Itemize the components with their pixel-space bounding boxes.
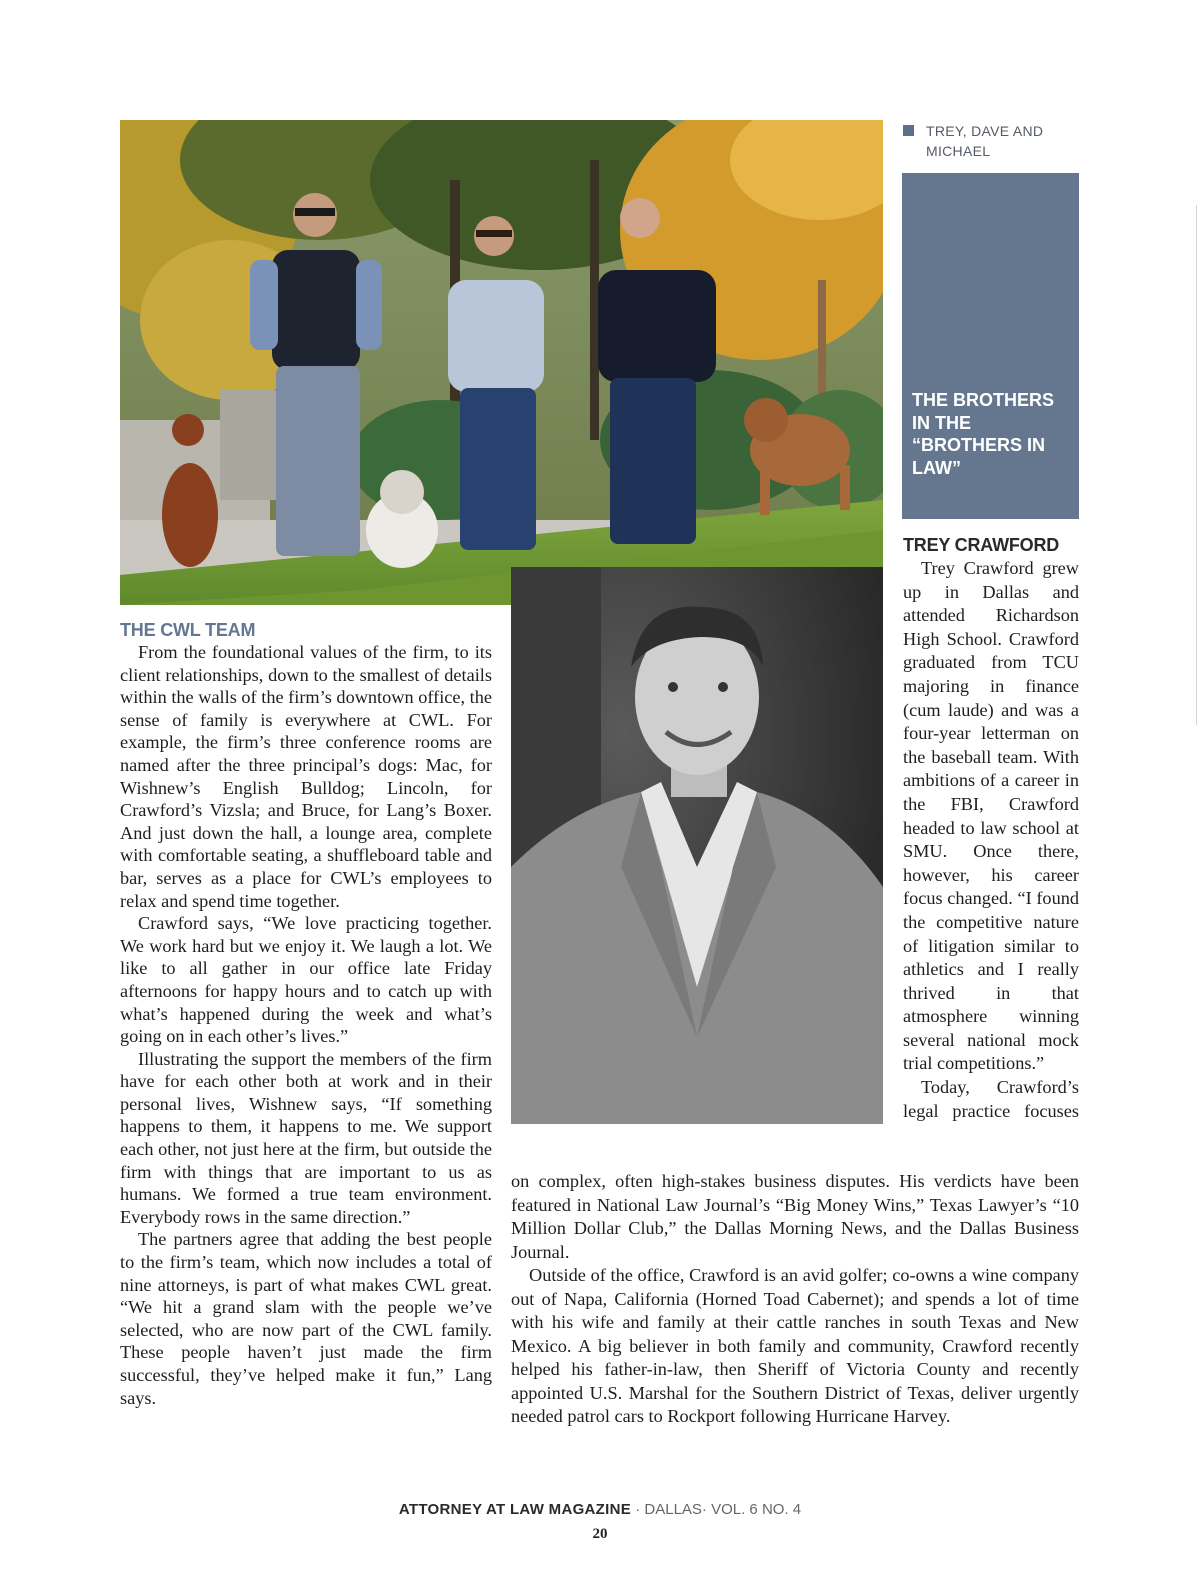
paragraph: Today, Crawford’s legal practice focuses xyxy=(903,1077,1079,1121)
pull-quote-box xyxy=(902,173,1079,519)
pull-quote-text: THE BROTHERS IN THE “BROTHERS IN LAW” xyxy=(912,390,1055,478)
portrait-photo xyxy=(511,567,883,1124)
paragraph: Crawford says, “We love practicing together. We work hard but we enjoy it. We laugh a lot. We like to all gather in our office late Friday afternoons for happy hours and to catch up with what’s happened during the week and what’s going on in each other’s lives.” xyxy=(120,913,492,1047)
paragraph: The partners agree that adding the best people to the firm’s team, which now includes a total of nine attorneys, is part of what makes CWL great. “We hit a grand slam with the people we’ve selected, who are now part of the CWL family. These people haven’t just made the firm successful, they’ve helped make it fun,” Lang says. xyxy=(120,1229,492,1408)
section-heading-trey-crawford: TREY CRAWFORD xyxy=(903,535,1060,555)
paragraph: Illustrating the support the members of the firm have for each other both at work and in their personal lives, Wishnew says, “If something happens to them, it happens to me. We support each other, not just here at the firm, but outside the firm with things that are important to us as humans. We formed a true team environment. Everybody rows in the same direction.” xyxy=(120,1048,492,1227)
page-edge-divider xyxy=(1196,205,1197,725)
paragraph: From the foundational values of the firm, to its client relationships, down to the smallest of details within the walls of the firm’s downtown office, the sense of family is everywhere at CWL. For example, the firm’s three conference rooms are named after the three principal’s dogs: Mac, for Wishnew’s English Bulldog; Lincoln, for Crawford’s Vizsla; and Bruce, for Lang’s Boxer. And just down the hall, a lounge area, complete with comfortable seating, a shuffleboard table and bar, serves as a place for CWL’s employees to relax and spend time together. xyxy=(120,642,492,911)
magazine-title: ATTORNEY AT LAW MAGAZINE xyxy=(398,1501,632,1518)
group-photo xyxy=(120,120,883,605)
paragraph: Trey Crawford grew up in Dallas and attended Richardson High School. Crawford graduated from TCU majoring in finance (cum laude) and was a four-year letterman on the baseball team. With ambitions of a career in the FBI, Crawford headed to law school at SMU. Once there, however, his career focus changed. “I found the competitive nature of litigation similar to athletics and I really thrived in that atmosphere winning several national mock trial competitions.” xyxy=(903,558,1079,1074)
bottom-article-column xyxy=(511,1170,1079,1429)
page-footer xyxy=(0,1501,1200,1518)
page-number: 20 xyxy=(592,1526,608,1542)
photo-caption xyxy=(903,121,1083,161)
caption-text: TREY, DAVE AND MICHAEL xyxy=(926,123,1044,159)
right-article-column xyxy=(903,534,1079,1123)
paragraph: on complex, often high-stakes business disputes. His verdicts have been featured in National Law Journal’s “Big Money Wins,” Texas Lawyer’s “10 Million Dollar Club,” the Dallas Morning News, and the Dallas Business Journal. xyxy=(511,1171,1079,1262)
caption-bullet-icon xyxy=(903,125,914,136)
left-article-column xyxy=(120,619,492,1409)
issue-info: · DALLAS· VOL. 6 NO. 4 xyxy=(631,1501,802,1518)
paragraph: Outside of the office, Crawford is an avid golfer; co-owns a wine company out of Napa, California (Horned Toad Cabernet); and spends a lot of time with his wife and family at their cattle ranches in south Texas and New Mexico. A big believer in both family and community, Crawford recently helped his father-in-law, then Sheriff of Victoria County and recently appointed U.S. Marshal for the Southern District of Texas, deliver urgently needed patrol cars to Rockport following Hurricane Harvey. xyxy=(511,1265,1079,1426)
section-heading-cwl-team: THE CWL TEAM xyxy=(120,620,256,640)
